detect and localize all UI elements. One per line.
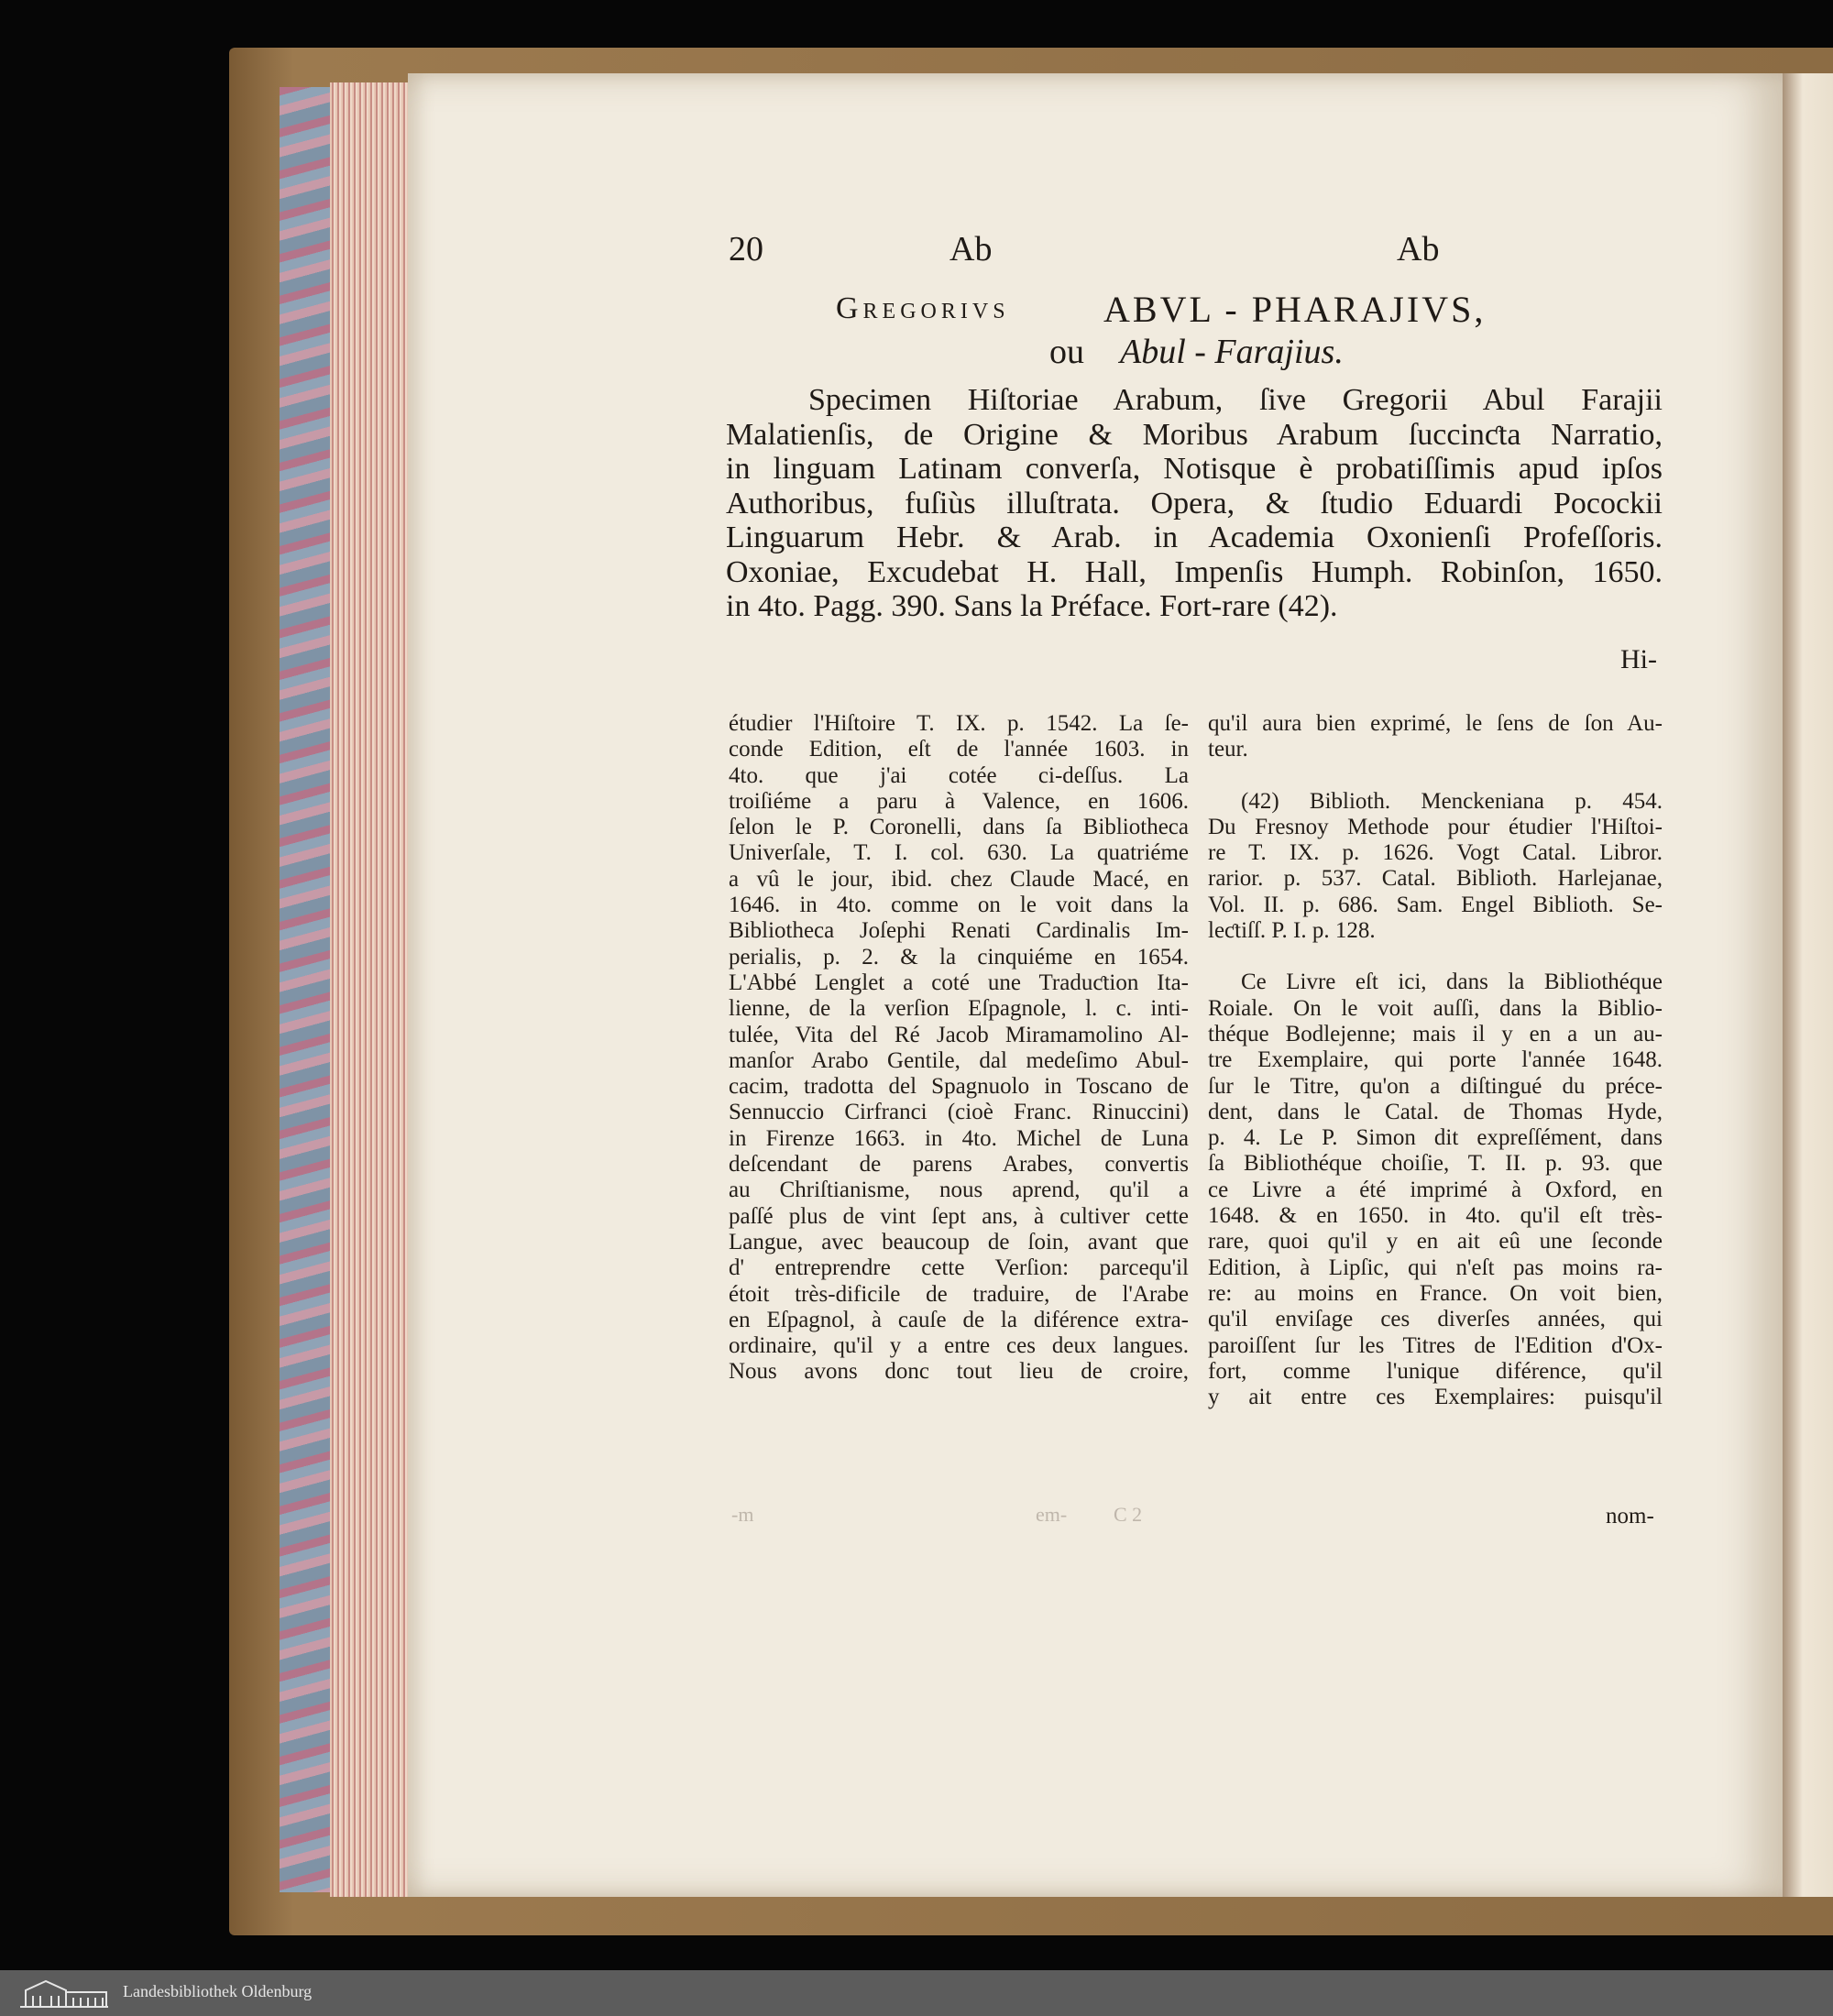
footnote-line: leƈtiſſ. P. I. p. 128.	[1208, 918, 1376, 944]
right-column-line: re: au moins en France. On voit bien,	[1208, 1280, 1663, 1306]
right-column-line: Edition, à Lipſic, qui n'eſt pas moins ra-	[1208, 1255, 1663, 1280]
left-column-line: Nous avons donc tout lieu de croire,	[729, 1359, 1189, 1385]
left-column-line: 1646. in 4to. comme on le voit dans la	[729, 893, 1189, 918]
right-column-line: tre Exemplaire, qui porte l'année 1648.	[1208, 1047, 1663, 1073]
title-line: Linguarum Hebr. & Arab. in Academia Oxonienſi Profeſſoris.	[726, 520, 1663, 554]
left-column-line: lienne, de la verſion Eſpagnole, l. c. inti-	[729, 996, 1189, 1022]
right-column-line: rare, quoi qu'il y en ait eû une ſeconde	[1208, 1229, 1663, 1255]
left-column-line: au Chriſtianisme, nous aprend, qu'il a	[729, 1178, 1189, 1203]
facing-page-edge	[1783, 73, 1833, 1897]
title-line: Malatienſis, de Origine & Moribus Arabum ſuccinƈta Narratio,	[726, 417, 1663, 452]
right-column-line: Roiale. On le voit auſſi, dans la Biblio-	[1208, 995, 1663, 1021]
right-column-line: paroiſſent ſur les Titres de l'Edition d'Ox-	[1208, 1332, 1663, 1358]
entry-name-small-caps: Gregorivs	[836, 291, 1010, 325]
right-column-line: dent, dans le Catal. de Thomas Hyde,	[1208, 1099, 1663, 1124]
right-column-line: ce Livre a été imprimé à Oxford, en	[1208, 1177, 1663, 1202]
left-column-line: tulée, Vita del Ré Jacob Miramamolino Al-	[729, 1022, 1189, 1047]
show-through-mark: -m	[731, 1503, 754, 1526]
left-column-line: 4to. que j'ai cotée ci-deſſus. La	[729, 762, 1189, 788]
entry-name: ABVL - PHARAJIVS,	[1103, 289, 1487, 330]
catchword-main: Hi-	[1620, 644, 1657, 674]
right-column	[1208, 711, 1663, 1410]
right-column-line: qu'il aura bien exprimé, le ſens de ſon Au-	[1208, 711, 1663, 736]
left-column-line: étoit très-dificile de traduire, de l'Arabe	[729, 1281, 1189, 1307]
right-column-line: teur.	[1208, 737, 1248, 762]
left-column-line: deſcendant de parens Arabes, convertis	[729, 1152, 1189, 1178]
left-column-line: troiſiéme a paru à Valence, en 1606.	[729, 788, 1189, 814]
marbled-endpaper	[280, 87, 335, 1892]
right-column-line: qu'il enviſage ces diverſes années, qui	[1208, 1307, 1663, 1332]
title-line: in 4to. Pagg. 390. Sans la Préface. Fort-rare (42).	[726, 589, 1338, 623]
left-column-line: étudier l'Hiſtoire T. IX. p. 1542. La ſe-	[729, 711, 1189, 736]
left-column-line: Langue, avec beaucoup de ſoin, avant que	[729, 1229, 1189, 1255]
left-column-line: manſor Arabo Gentile, dal medeſimo Abul-	[729, 1047, 1189, 1073]
footnote-line: rarior. p. 537. Catal. Biblioth. Harlejanae,	[1208, 866, 1663, 892]
entry-alt-prefix: ou	[1049, 333, 1084, 371]
title-line: Specimen Hiſtoriae Arabum, ſive Gregorii Abul Farajii	[808, 383, 1663, 417]
footnote-line: Du Fresnoy Methode pour étudier l'Hiſtoi-	[1208, 814, 1663, 839]
left-column-line: en Eſpagnol, à cauſe de la diférence extra-	[729, 1307, 1189, 1332]
page-edges	[330, 82, 412, 1897]
left-column	[729, 711, 1189, 1386]
left-column-line: Sennuccio Cirfranci (cioè Franc. Rinuccini)	[729, 1100, 1189, 1125]
left-column-line: L'Abbé Lenglet a coté une Traduƈtion Ita-	[729, 970, 1189, 995]
right-column-line: ſa Bibliothéque choiſie, T. II. p. 93. que	[1208, 1151, 1663, 1177]
title-line: Authoribus, fuſiùs illuſtrata. Opera, & ſtudio Eduardi Pocockii	[726, 486, 1663, 520]
viewer-footer-bar	[0, 1970, 1833, 2016]
right-column-line: Ce Livre eſt ici, dans la Bibliothéque	[1241, 970, 1663, 995]
show-through-mark: em-	[1036, 1503, 1068, 1526]
right-column-line: fort, comme l'unique diférence, qu'il	[1208, 1358, 1663, 1384]
title-line: Oxoniae, Excudebat H. Hall, Impenſis Humph. Robinſon, 1650.	[726, 554, 1663, 589]
library-name: Landesbibliothek Oldenburg	[123, 1982, 313, 2000]
right-column-line: p. 4. Le P. Simon dit expreſſément, dans	[1208, 1125, 1663, 1151]
left-column-line: ſelon le P. Coronelli, dans ſa Bibliotheca	[729, 815, 1189, 840]
right-column-line: 1648. & en 1650. in 4to. qu'il eſt très-	[1208, 1203, 1663, 1229]
left-column-line: Univerſale, T. I. col. 630. La quatriéme	[729, 840, 1189, 866]
footnote-line: (42) Biblioth. Menckeniana p. 454.	[1241, 788, 1663, 814]
footnote-line: re T. IX. p. 1626. Vogt Catal. Libror.	[1208, 840, 1663, 866]
entry-alt-name: Abul - Farajius.	[1120, 333, 1344, 371]
left-column-line: a vû le jour, ibid. chez Claude Macé, en	[729, 866, 1189, 892]
right-column-line: ſur le Titre, qu'on a diſtingué du préce-	[1208, 1073, 1663, 1099]
left-column-line: cacim, tradotta del Spagnuolo in Toscano de	[729, 1074, 1189, 1100]
footnote-line: Vol. II. p. 686. Sam. Engel Biblioth. Se-	[1208, 892, 1663, 917]
left-column-line: Bibliotheca Joſephi Renati Cardinalis Im-	[729, 918, 1189, 944]
library-building-logo-icon	[18, 1978, 110, 2009]
header-right-keyword: Ab	[1397, 230, 1440, 268]
left-column-line: perialis, p. 2. & la cinquiéme en 1654.	[729, 944, 1189, 970]
book-title-block	[726, 383, 1663, 624]
header-left-keyword: Ab	[949, 230, 993, 268]
right-column-line: théque Bodlejenne; mais il y en a un au-	[1208, 1021, 1663, 1046]
show-through-mark: C 2	[1114, 1503, 1143, 1526]
left-column-line: paſſé plus de vint ſept ans, à cultiver cette	[729, 1203, 1189, 1229]
right-column-line: y ait entre ces Exemplaires: puisqu'il	[1208, 1385, 1663, 1410]
left-column-line: ordinaire, qu'il y a entre ces deux langues.	[729, 1333, 1189, 1359]
left-column-line: d' entreprendre cette Verſion: parcequ'il	[729, 1255, 1189, 1281]
left-column-line: in Firenze 1663. in 4to. Michel de Luna	[729, 1125, 1189, 1151]
page-number: 20	[729, 230, 763, 268]
left-column-line: conde Edition, eſt de l'année 1603. in	[729, 737, 1189, 762]
catchword-column: nom-	[1606, 1504, 1654, 1528]
title-line: in linguam Latinam converſa, Notisque è probatiſſimis apud ipſos	[726, 452, 1663, 486]
